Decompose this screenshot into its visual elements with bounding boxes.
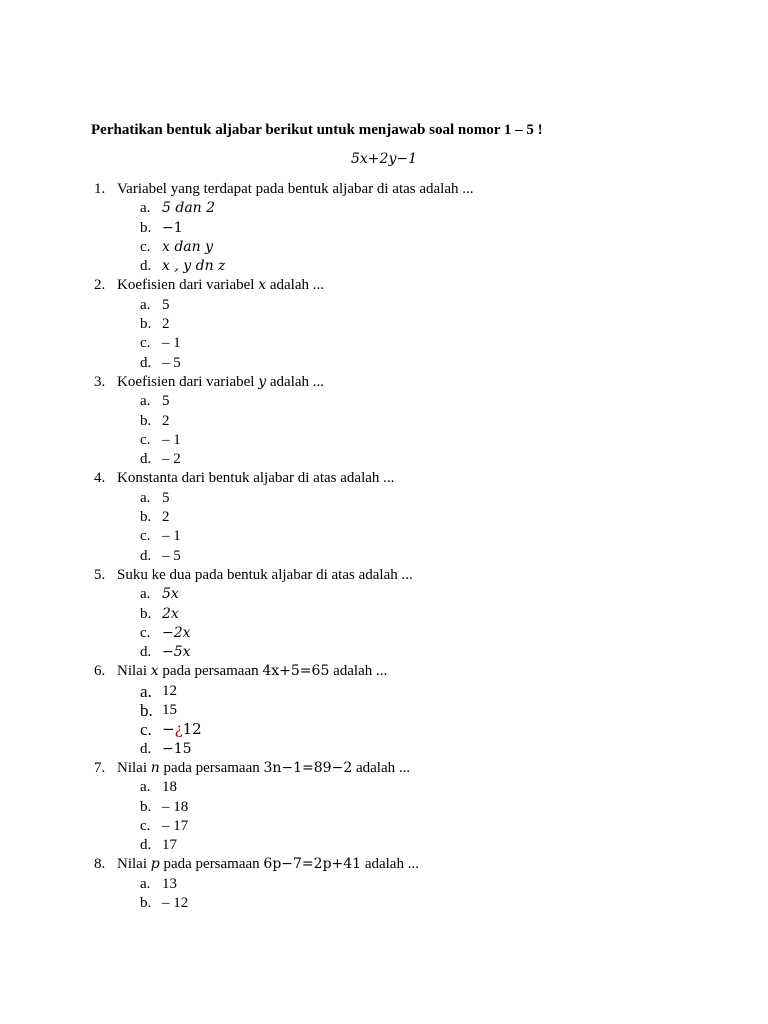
question-6 (94, 662, 734, 758)
option-letter: c. (140, 238, 151, 255)
option-letter: c. (140, 431, 151, 448)
option-d (94, 643, 734, 662)
algebraic-expression (0, 151, 768, 168)
option-text: 15 (162, 702, 177, 719)
option-letter: a. (140, 586, 151, 603)
option-a (94, 199, 734, 218)
question-number: 2. (94, 277, 106, 294)
question-number: 3. (94, 373, 106, 390)
option-text: – 5 (162, 547, 181, 564)
expression-text: 5x+2y−1 (351, 151, 417, 167)
option-text: x , y dn z (162, 258, 226, 275)
option-text: 17 (162, 837, 177, 854)
option-letter: a. (140, 779, 151, 796)
option-letter: d. (140, 354, 152, 371)
question-number: 4. (94, 470, 106, 487)
option-letter: a. (140, 681, 152, 701)
question-number: 1. (94, 181, 106, 197)
question-text-after: adalah ... (333, 663, 388, 680)
option-d (94, 547, 734, 566)
question-text-before: Nilai (117, 759, 147, 776)
option-letter: c. (140, 817, 151, 834)
question-text-before: Koefisien dari variabel (117, 277, 255, 294)
question-4 (94, 469, 734, 565)
option-text: 2 (162, 316, 170, 333)
question-stem (94, 373, 734, 392)
question-text: Konstanta dari bentuk aljabar di atas adalah ... (117, 470, 395, 487)
option-c (94, 817, 734, 836)
question-stem (94, 759, 734, 778)
option-d (94, 836, 734, 855)
option-letter: d. (140, 644, 152, 661)
question-text-mid: pada persamaan (163, 856, 260, 873)
question-text-before: Koefisien dari variabel (117, 373, 255, 390)
option-text: 12 (162, 682, 177, 699)
option-text: 2 (162, 509, 170, 526)
option-b (94, 605, 734, 624)
option-text: 5 (162, 393, 170, 410)
option-a (94, 778, 734, 797)
section-heading: Perhatikan bentuk aljabar berikut untuk menjawab soal nomor 1 – 5 ! (91, 122, 543, 138)
question-stem (94, 662, 734, 681)
option-d (94, 740, 734, 759)
option-text: 18 (162, 779, 177, 796)
option-a (94, 585, 734, 604)
option-text: 5 (162, 489, 170, 506)
option-letter: a. (140, 489, 151, 506)
question-variable: x (258, 277, 267, 294)
question-text-before: Nilai (117, 856, 147, 873)
question-stem (94, 180, 734, 199)
option-text-prefix: − (162, 720, 175, 739)
option-text: x dan y (162, 238, 214, 255)
option-text: 5x (162, 586, 179, 603)
option-text: −2x (162, 624, 191, 641)
option-letter: c. (140, 720, 152, 740)
option-b (94, 508, 734, 527)
option-a (94, 682, 734, 701)
option-letter: b. (140, 316, 152, 333)
option-text: – 18 (162, 798, 189, 815)
question-number: 5. (94, 566, 106, 583)
option-a (94, 875, 734, 894)
option-text: 5 (162, 296, 170, 313)
question-stem (94, 855, 734, 874)
question-text-mid: pada persamaan (162, 663, 259, 680)
option-letter: c. (140, 624, 151, 641)
option-b (94, 412, 734, 431)
option-text: – 1 (162, 335, 181, 352)
option-letter: b. (140, 509, 152, 526)
question-variable: p (150, 856, 160, 873)
option-b (94, 219, 734, 238)
option-c (94, 527, 734, 546)
question-2 (94, 276, 734, 372)
option-letter: d. (140, 547, 152, 564)
option-text: – 1 (162, 528, 181, 545)
question-equation: 4x+5=65 (262, 663, 330, 680)
option-b (94, 701, 734, 720)
question-5 (94, 566, 734, 662)
option-letter: c. (140, 335, 151, 352)
option-text: – 2 (162, 451, 181, 468)
question-1 (94, 180, 734, 276)
question-variable: n (150, 759, 160, 776)
option-c (94, 624, 734, 643)
option-letter: b. (140, 701, 153, 721)
option-a (94, 296, 734, 315)
option-letter: c. (140, 528, 151, 545)
option-text: 2 (162, 412, 170, 429)
question-text-after: adalah ... (355, 759, 411, 776)
option-letter: a. (140, 875, 151, 892)
option-letter: a. (140, 200, 151, 217)
option-c (94, 334, 734, 353)
option-text (162, 720, 202, 739)
question-number: 7. (94, 759, 106, 776)
option-text: −1 (162, 219, 183, 236)
option-text: 5 dan 2 (162, 200, 216, 217)
question-text: Variabel yang terdapat pada bentuk aljabar di atas adalah ... (117, 181, 474, 197)
question-text-after: adalah ... (364, 856, 419, 873)
question-stem (94, 566, 734, 585)
question-3 (94, 373, 734, 469)
question-text-after: adalah ... (269, 277, 324, 294)
option-c (94, 431, 734, 450)
option-c (94, 238, 734, 257)
question-8 (94, 855, 734, 913)
question-number: 8. (94, 856, 106, 873)
question-text-before: Nilai (117, 663, 147, 680)
option-text-suffix: 12 (182, 720, 202, 739)
question-list (94, 180, 734, 913)
question-equation: 6p−7=2p+41 (263, 856, 362, 873)
option-text: – 5 (162, 354, 181, 371)
question-variable: x (150, 663, 159, 680)
option-letter: d. (140, 740, 152, 757)
option-text: – 1 (162, 431, 181, 448)
option-letter: b. (140, 894, 152, 911)
question-stem (94, 276, 734, 295)
question-stem (94, 469, 734, 488)
option-letter: b. (140, 605, 152, 622)
option-letter: b. (140, 412, 152, 429)
option-letter: a. (140, 393, 151, 410)
option-letter: b. (140, 219, 152, 236)
option-letter: d. (140, 837, 152, 854)
option-b (94, 798, 734, 817)
option-letter: d. (140, 451, 152, 468)
question-text-after: adalah ... (269, 373, 325, 390)
question-7 (94, 759, 734, 855)
question-equation: 3n−1=89−2 (263, 759, 353, 776)
option-letter: b. (140, 798, 152, 815)
option-a (94, 392, 734, 411)
question-variable: y (258, 373, 267, 390)
option-b (94, 894, 734, 913)
option-a (94, 489, 734, 508)
option-text: – 17 (162, 817, 189, 834)
question-text: Suku ke dua pada bentuk aljabar di atas adalah ... (117, 566, 413, 583)
option-c (94, 720, 734, 739)
option-text: −5x (162, 644, 191, 661)
option-text: 2x (162, 605, 179, 622)
option-d (94, 257, 734, 276)
option-letter: d. (140, 258, 152, 275)
option-text-red-glyph: ¿ (174, 720, 183, 739)
option-text: 13 (162, 875, 177, 892)
option-d (94, 450, 734, 469)
option-letter: a. (140, 296, 151, 313)
question-text-mid: pada persamaan (163, 759, 260, 776)
option-text: – 12 (162, 894, 189, 911)
option-text: −15 (162, 740, 192, 757)
option-d (94, 354, 734, 373)
option-b (94, 315, 734, 334)
question-number: 6. (94, 663, 106, 680)
